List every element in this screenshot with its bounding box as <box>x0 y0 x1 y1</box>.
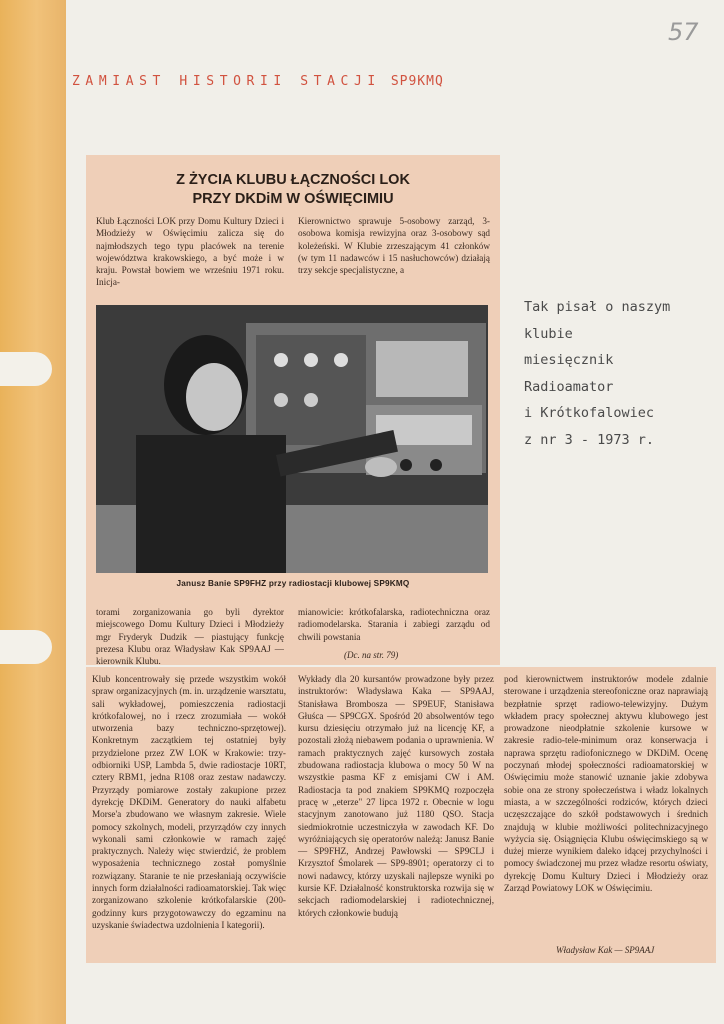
continuation-column-3: pod kierownictwem instruktorów modele zdalnie sterowane i urządzenia stereofoniczne oraz naprawiają bezpłatnie sprzęt radiowo-telewizyjny. Dużym wkładem pracy społecznej aktywu klubowego jest prowadzone nieodpłatnie szkolenie kursowe w zakresie radio-tele-minimum oraz konserwacja i naprawa sprzętu radiofonicznego w DKDiM. Ocenę poczynań młodej społeczności radioamatorskiej w Oświęcimiu może stanowić uznanie jakie zdobywa sobie ona ze strony społeczeństwa i władz lokalnych miasta, a w szczególności rodziców, których dzieci uczęszczające do szkół podstawowych i średnich znajdują w klubie możliwości politechnizacyjnego wyżycia się. Osiągnięcia Klubu oświęcimskiego są w dużej mierze wynikiem daleko idącej przychylności i pomocy świadczonej mu przez władze resortu oświaty, dyrekcję Domu Kultury Dzieci i Młodzieży oraz Zarząd Powiatowy LOK w Oświęcimiu. <box>504 674 708 894</box>
page-number: 57 <box>668 18 699 46</box>
article-title-line1: Z ŻYCIA KLUBU ŁĄCZNOŚCI LOK <box>176 172 410 188</box>
newspaper-clipping-bottom <box>86 667 716 963</box>
note-line: i Krótkofalowiec <box>524 405 655 421</box>
punch-hole <box>0 352 52 386</box>
note-line: miesięcznik <box>524 352 614 368</box>
note-line: z nr 3 - 1973 r. <box>524 431 655 448</box>
article-column-1-top: Klub Łączności LOK przy Domu Kultury Dzieci i Młodzieży w Oświęcimiu zalicza się do najmłodszych tego typu placówek na terenie województwa krakowskiego, a być może i w kraju. Powstał bowiem we wrześniu 1971 roku. Inicja- <box>96 216 284 288</box>
heading-callsign: SP9KMQ <box>390 74 444 89</box>
continuation-column-1: Klub koncentrowały się przede wszystkim wokół spraw organizacyjnych (m. in. urządzenie warsztatu, sali wykładowej, pomieszczenia radiostacji krótkofalowej, no i rzecz zrozumiała — wokół utworzenia bazy techniczno-sprzętowej). Konkretnym zaczątkiem tej ostatniej były przydzielone przez ZW LOK w Krakowie: trzy-odbiorniki USP, Lambda 5, dwie radiostacje 10RT, cztery RBM1, jedna R108 oraz zestaw nadawczy. Przyrządy pomiarowe zostały zakupione przez dyrekcję DKDiM. Generatory do nauki alfabetu Morse'a zbudowano we własnym zakresie. Wiele pomocy szkolnych, modeli, przyrządów czy innych wykonali sami członkowie w ramach zajęć praktycznych. Należy więc stwierdzić, że problem wyposażenia technicznego został pomyślnie rozwiązany. Staranie te nie przesłaniają oczywiście innych form działalności radioamatorskiej. Tak więc zorganizowano szkolenie krótkofalarskie (200-godzinny kurs przygotowawczy do egzaminu na uzyskanie świadectwa uzdolnienia I kategorii). <box>92 674 286 930</box>
article-column-1-bottom: torami zorganizowania go byli dyrektor miejscowego Domu Kultury Dzieci i Młodzieży mgr Fryderyk Dudzik — piastujący funkcję prezesa Klubu oraz Władysław Kak SP9AAJ — kierownik Klubu. <box>96 607 284 667</box>
typewritten-note <box>524 294 720 453</box>
note-line: Radioamator <box>524 378 614 395</box>
article-column-2-bottom: mianowicie: krótkofalarska, radiotechniczna oraz radiomodelarska. Staraniа i zabiegi zarządu od chwili powstania <box>298 607 490 642</box>
article-title-line2: PRZY DKDiM W OŚWIĘCIMIU <box>192 191 394 207</box>
page-heading <box>72 74 444 89</box>
article-title <box>86 171 500 209</box>
note-line: klubie <box>524 325 573 342</box>
radio-station-photo <box>96 305 488 573</box>
newspaper-clipping-top <box>86 155 500 665</box>
author-signature: Władysław Kak — SP9AAJ <box>556 945 655 955</box>
binder-strip <box>0 0 66 1024</box>
punch-hole <box>0 630 52 664</box>
photo-caption: Janusz Banie SP9FHZ przy radiostacji klubowej SP9KMQ <box>176 579 410 588</box>
note-line: Tak pisał o naszym <box>524 299 671 315</box>
continuation-column-2: Wykłady dla 20 kursantów prowadzone były przez instruktorów: Władysława Kaka — SP9AAJ, Stanisława Brombosza — SP9EUF, Stanisława Głuśca — SP9CGX. Spośród 20 absolwentów tego kursu dziesięciu otrzymało już na licencję KF, a pozostali złożą niebawem podania o uprawnienia. W ramach praktycznych zajęć kursowych została zbudowana radiostacja klubowa o mocy 50 W na wszystkie pasma KF z emisjami CW i AM. Radiostacja ta pod znakiem SP9KMQ rozpoczęła pracę w „eterze" 27 lipca 1972 r. Obecnie w logu stacyjnym zanotowano już 1180 QSO. Stacja siedmiokrotnie uczestniczyła w zawodach KF. Do wyróżniających się operatorów należą: Janusz Banie — SP9FHZ, Andrzej Pawłowski — SP9CLJ i Krzysztof Śmolarek — SP9-8901; operatorzy ci to nowi nadawcy, którzy uzyskali najlepsze wyniki po kursie KF. Działalność konstruktorska rozwija się w sekcjach radiomodelarskiej i radiotechnicznej, których członkowie budują <box>298 674 494 918</box>
heading-text: ZAMIAST HISTORII STACJI <box>72 74 381 89</box>
continued-note: (Dc. na str. 79) <box>344 650 399 660</box>
article-column-2-top: Kierownictwo sprawuje 5-osobowy zarząd, 3-osobowa komisja rewizyjna oraz 3-osobowy sąd koleżeński. W Klubie zrzeszającym 41 członków (w tym 11 nadawców i 15 nasłuchowców) działają trzy sekcje specjalistyczne, a <box>298 216 490 276</box>
